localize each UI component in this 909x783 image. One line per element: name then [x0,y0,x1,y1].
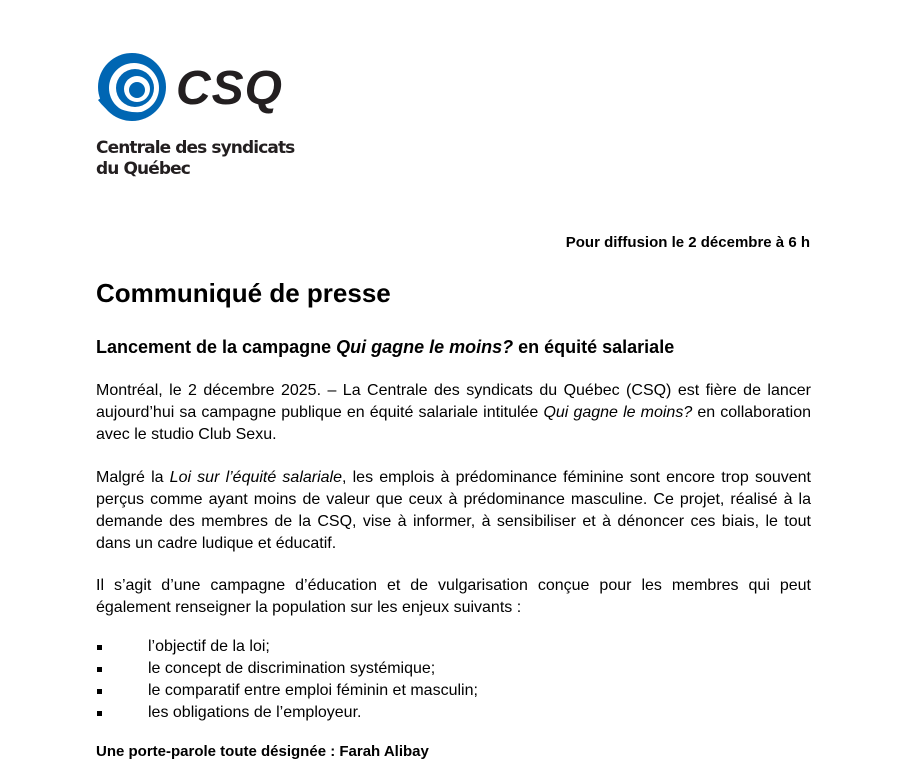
paragraph-issues: Il s’agit d’une campagne d’éducation et de vulgarisation conçue pour les membres qui peut également renseigner la population sur les enjeux suivants : [96,577,811,616]
bullet-square-icon [97,645,102,650]
intro-text: Montréal, le 2 décembre 2025. – La Centrale des syndicats du Québec (CSQ) est fière de lancer aujourd’hui sa campagne publique en équité salariale intitulée [96,382,811,421]
bullet-square-icon [97,667,102,672]
release-date: Pour diffusion le 2 décembre à 6 h [565,234,810,251]
csq-swirl-icon [98,53,166,121]
document-subtitle [96,337,816,358]
paragraph-intro [96,380,811,446]
context-law-name: Loi sur l’équité salariale [169,469,343,486]
list-item [96,702,478,724]
section-heading-speaker: Une porte-parole toute désignée : Farah Alibay [96,743,429,760]
list-item [96,680,478,702]
context-text-end: , les emplois à prédominance féminine sont encore trop souvent perçus comme ayant moins de valeur que ceux à prédominance masculine. Ce projet, réalisé à la demande des membres de la CSQ, vise à informer, à sensibiliser et à dénoncer ces biais, le tout dans un cadre ludique et éducatif. [96,469,811,552]
list-item [96,658,478,680]
list-item-text: le comparatif entre emploi féminin et masculin; [148,682,478,699]
csq-logo [96,52,306,187]
document-title: Communiqué de presse [96,278,391,308]
intro-campaign-name: Qui gagne le moins? [543,404,693,421]
organization-name [96,138,306,180]
subtitle-text: Lancement de la campagne [96,337,337,357]
organization-name-line1: Centrale des syndicats [96,138,295,158]
list-item-text: l’objectif de la loi; [148,638,270,655]
issues-list [96,636,478,724]
list-item-text: les obligations de l’employeur. [148,704,362,721]
intro-text-end: en collaboration avec le studio Club Sexu. [96,404,811,443]
list-item [96,636,478,658]
context-text: Malgré la [96,469,170,486]
list-item-text: le concept de discrimination systémique; [148,660,436,677]
subtitle-campaign-name: Qui gagne le moins? [336,337,514,357]
organization-name-line2: du Québec [96,159,190,179]
csq-logo-mark [96,52,306,122]
bullet-square-icon [97,711,102,716]
bullet-square-icon [97,689,102,694]
subtitle-text-end: en équité salariale [513,337,675,357]
csq-acronym: CSQ [176,62,284,115]
paragraph-context [96,467,811,555]
